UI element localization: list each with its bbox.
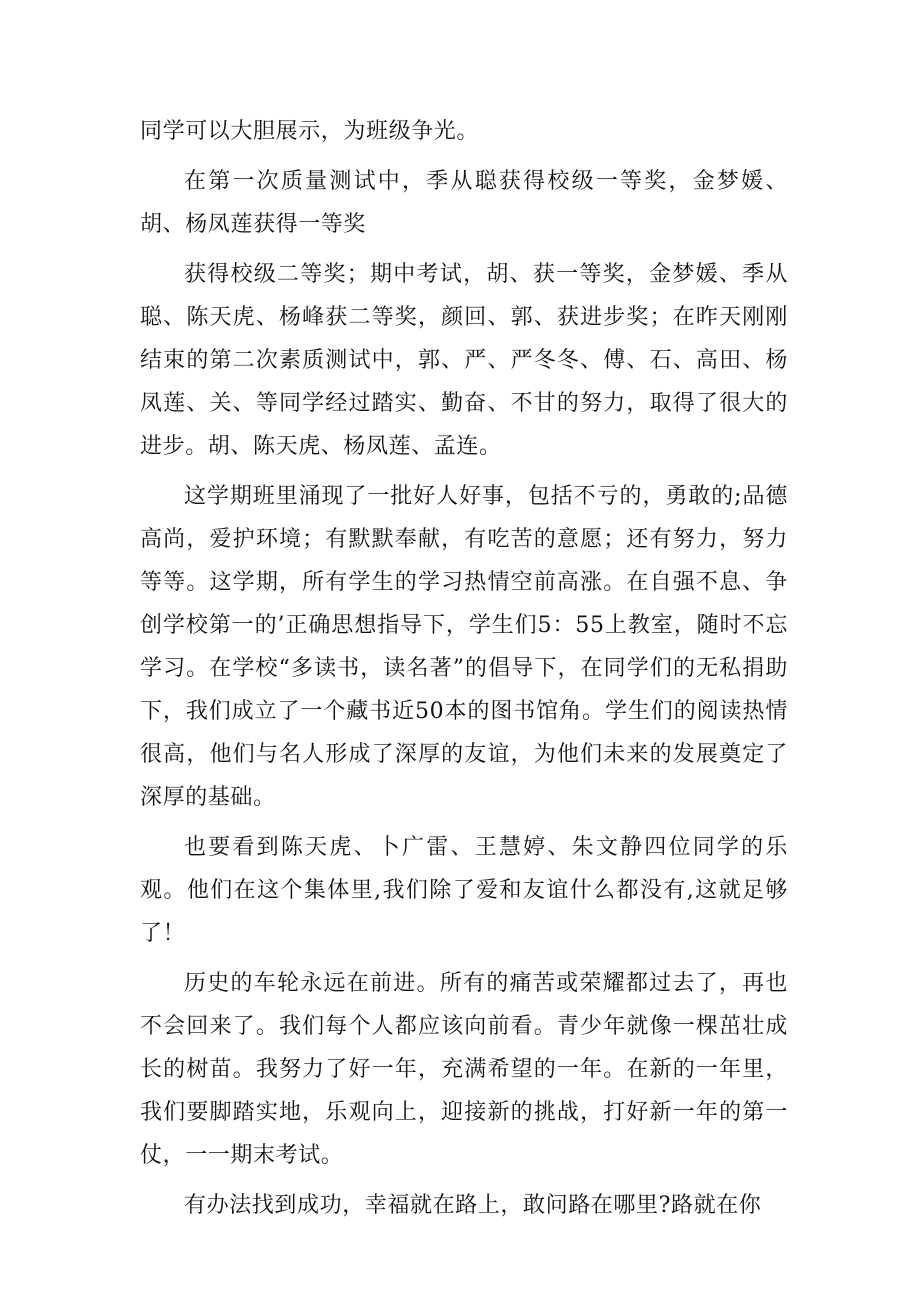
paragraph-closing: 有办法找到成功，幸福就在路上，敢问路在哪里?路就在你 [184, 1193, 762, 1218]
paragraph-optimism: 也要看到陈天虎、卜广雷、王慧婷、朱文静四位同学的乐观。他们在这个集体里,我们除了爱和友谊什么都没有,这就足够了！ [140, 835, 788, 946]
paragraph-midterm-results: 获得校级二等奖；期中考试，胡、获一等奖，金梦媛、季从聪、陈天虎、杨峰获二等奖，颜回、郭、获进步奖；在昨天刚刚结束的第二次素质测试中，郭、严、严冬冬、傅、石、高田、杨凤莲、关、等同学经过踏实、勤奋、不甘的努力，取得了很大的进步。胡、陈天虎、杨凤莲、孟连。 [140, 262, 788, 459]
paragraph-history-wheel: 历史的车轮永远在前进。所有的痛苦或荣耀都过去了，再也不会回来了。我们每个人都应该向前看。青少年就像一棵茁壮成长的树苗。我努力了好一年，充满希望的一年。在新的一年里，我们要脚踏实地，乐观向上，迎接新的挑战，打好新一年的第一仗，一一期末考试。 [140, 971, 788, 1168]
paragraph-first-test-results: 在第一次质量测试中，季从聪获得校级一等奖，金梦媛、胡、杨凤莲获得一等奖 [140, 169, 788, 237]
paragraph-good-deeds: 这学期班里涌现了一批好人好事，包括不亏的，勇敢的;品德高尚，爱护环境；有默默奉献，有吃苦的意愿；还有努力，努力等等。这学期，所有学生的学习热情空前高涨。在自强不息、争创学校第一的’正确思想指导下，学生们5：55上教室，随时不忘学习。在学校“多读书，读名著”的倡导下，在同学们的无私捐助下，我们成立了一个藏书近50本的图书馆角。学生们的阅读热情很高，他们与名人形成了深厚的友谊，为他们未来的发展奠定了深厚的基础。 [140, 484, 788, 810]
paragraph-continuation: 同学可以大胆展示，为班级争光。 [140, 119, 480, 144]
document-body [140, 110, 788, 1227]
